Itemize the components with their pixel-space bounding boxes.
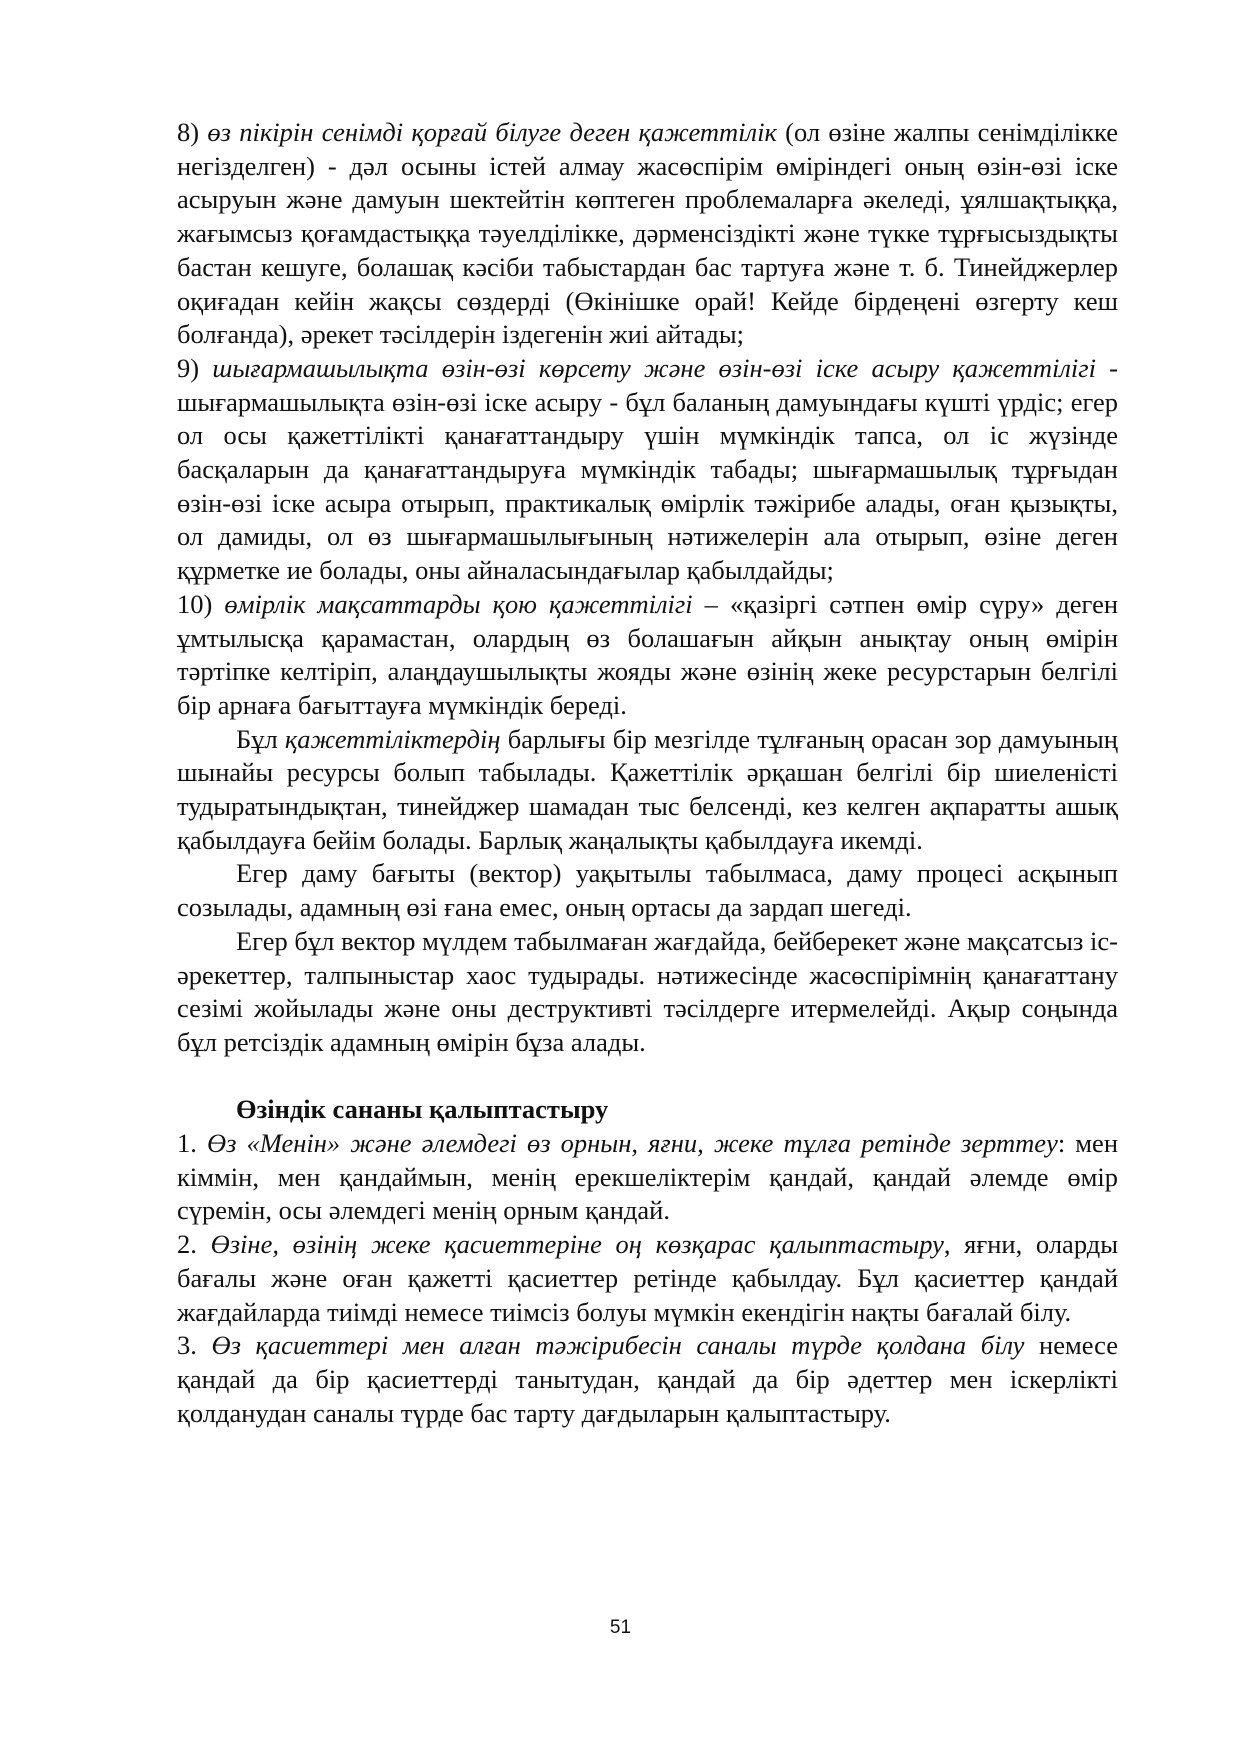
paragraph-vector-delay: Егер даму бағыты (вектор) уақытылы табылмаса, даму процесі асқынып созылады, адамның өзі ғана емес, оның ортасы да зардап шегеді.: [177, 858, 1118, 923]
list-item-3: [177, 1329, 1118, 1430]
item-text: немесе қандай да бір қасиеттерді танытудан, қандай да бір әдеттер мен іскерлікті қолданудан саналы түрде бас тарту дағдыларын қалыптастыру.: [177, 1330, 1119, 1428]
item-term: өмірлік мақсаттарды қою қажеттілігі: [224, 588, 693, 619]
item-number: 8): [177, 117, 208, 147]
item-text: , яғни, оларды бағалы және оған қажетті қасиеттер ретінде қабылдау. Бұл қасиеттер қандай жағдайларда тиімді немесе тиімсіз болуы мүмкін екендігін нақты бағалай білу.: [177, 1229, 1119, 1327]
item-term: Өз қасиеттері мен алған тәжірибесін саналы түрде қолдана білу: [211, 1330, 1025, 1361]
section-heading: Өзіндік сананы қалыптастыру: [236, 1094, 609, 1125]
item-term: Өзіне, өзінің жеке қасиеттеріне оң көзқарас қалыптастыру: [210, 1229, 944, 1260]
item-term: Өз «Менін» және әлемдегі өз орнын, яғни, жеке тұлға ретінде зерттеу: [206, 1128, 1058, 1159]
item-number: 10): [177, 588, 225, 619]
item-text: : мен кіммін, мен қандаймын, менің ерекшеліктерім қандай, қандай әлемде өмір сүремін, осы әлемдегі менің орным қандай.: [177, 1128, 1118, 1226]
item-text: - шығармашылықта өзін-өзі іске асыру - бұл баланың дамуындағы күшті үрдіс; егер ол осы қажеттілікті қанағаттандыру үшін мүмкіндік тапса, ол іс жүзінде басқаларын да қанағаттандыруға мүмкіндік табады; шығармашылық тұрғыдан өзін-өзі іске асыра отырып, практикалық өмірлік тәжірибе алады, оған қызықты, ол дамиды, ол өз шығармашылығының нәтижелерін ала отырып, өзіне деген құрметке ие болады, оны айналасындағылар қабылдайды;: [177, 352, 1119, 586]
item-number: 9): [177, 352, 213, 383]
paragraph-term: қажеттіліктердің: [284, 723, 501, 754]
item-number: 2.: [177, 1229, 211, 1260]
paragraph-vector-missing: Егер бұл вектор мүлдем табылмаған жағдайда, бейберекет және мақсатсыз іс-әрекеттер, талпыныстар хаос тудырады. нәтижесінде жасөспірімнің қанағаттану сезімі жойылады және оны деструктивті тәсілдерге итермелейді. Ақыр соңында бұл ретсіздік адамның өмірін бұза алады.: [177, 925, 1118, 1057]
need-item-9: [177, 352, 1118, 588]
item-text: (ол өзіне жалпы сенімділікке негізделген) - дәл осыны істей алмау жасөспірім өміріндегі оның өзін-өзі іске асыруын және дамуын шектейтін көптеген проблемаларға әкеледі, ұялшақтыққа, жағымсыз қоғамдастыққа тәуелділікке, дәрменсіздікті және түкке тұрғысыздықты бастан кешуге, болашақ кәсіби табыстардан бас тартуға және т. б. Тинейджерлер оқиғадан кейін жақсы сөздерді (Өкінішке орай! Кейде бірдеңені өзгерту кеш болғанда), әрекет тәсілдерін іздегенін жиі айтады;: [177, 117, 1119, 350]
paragraph-needs-resource: [177, 723, 1118, 858]
list-item-1: [177, 1127, 1118, 1228]
item-term: өз пікірін сенімді қорғай білуге деген қажеттілік: [207, 117, 777, 147]
page-text: [177, 116, 1118, 1430]
item-term: шығармашылықта өзін-өзі көрсету және өзін-өзі іске асыру қажеттілігі: [212, 352, 1096, 383]
paragraph-text: барлығы бір мезгілде тұлғаның орасан зор дамуының шынайы ресурсы болып табылады. Қажеттілік әрқашан белгілі бір шиеленісті тудыратындықтан, тинейджер шамадан тыс белсенді, кез келген ақпаратты ашық қабылдауға бейім болады. Барлық жаңалықты қабылдауға икемді.: [177, 723, 1118, 855]
page-number: 51: [609, 1617, 632, 1638]
need-item-8: [177, 116, 1118, 352]
item-number: 3.: [177, 1330, 212, 1361]
paragraph-text: Бұл: [236, 723, 285, 754]
item-number: 1.: [177, 1128, 207, 1159]
list-item-2: [177, 1228, 1118, 1329]
need-item-10: [177, 588, 1118, 723]
item-text: – «қазіргі сәтпен өмір сүру» деген ұмтылысқа қарамастан, олардың өз болашағын айқын анықтау оның өмірін тәртіпке келтіріп, алаңдаушылықты жояды және өзінің жеке ресурстарын белгілі бір арнаға бағыттауға мүмкіндік береді.: [177, 588, 1119, 720]
